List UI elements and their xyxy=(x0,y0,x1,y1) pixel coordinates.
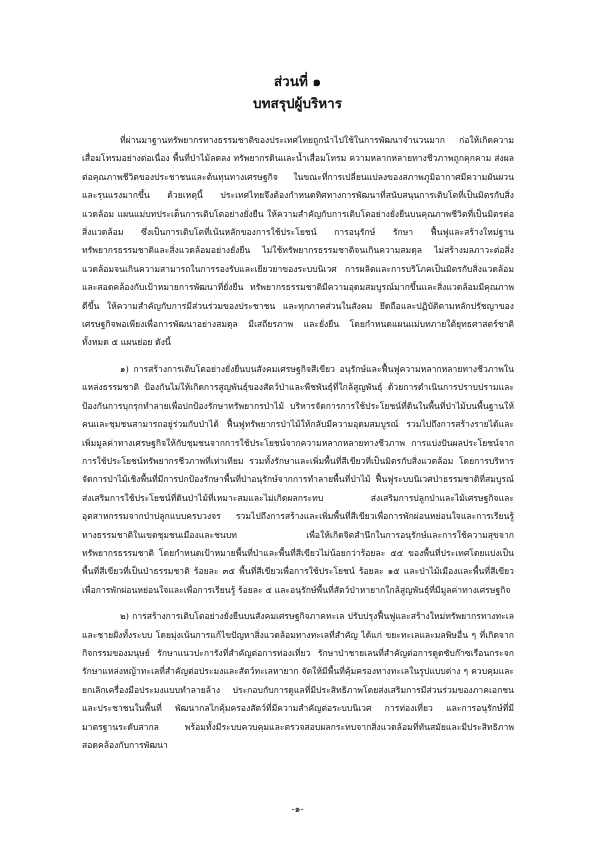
body-text xyxy=(82,132,514,755)
section-title: บทสรุปผู้บริหาร xyxy=(253,96,342,112)
paragraph-intro: ที่ผ่านมาฐานทรัพยากรทางธรรมชาติของประเทศไทยถูกนำไปใช้ในการพัฒนาจำนวนมาก ก่อให้เกิดความเสื่อมโทรมอย่างต่อเนื่อง พื้นที่ป่าไม้ลดลง ทรัพยากรดินและน้ำเสื่อมโทรม ความหลากหลายทางชีวภาพถูกคุกคาม ส่งผลต่อคุณภาพชีวิตของประชาชนและต้นทุนทางเศรษฐกิจ ในขณะที่การเปลี่ยนแปลงของสภาพภูมิอากาศมีความผันผวนและรุนแรงมากขึ้น ด้วยเหตุนี้ ประเทศไทยจึงต้องกำหนดทิศทางการพัฒนาที่สนับสนุนการเติบโตที่เป็นมิตรกับสิ่งแวดล้อม แผนแม่บทประเด็นการเติบโตอย่างยั่งยืน ให้ความสำคัญกับการเติบโตอย่างยั่งยืนบนคุณภาพชีวิตที่เป็นมิตรต่อสิ่งแวดล้อม ซึ่งเป็นการเติบโตที่เน้นหลักของการใช้ประโยชน์ การอนุรักษ์ รักษา ฟื้นฟูและสร้างใหม่ฐานทรัพยากรธรรมชาติและสิ่งแวดล้อมอย่างยั่งยืน ไม่ใช้ทรัพยากรธรรมชาติจนเกินความสมดุล ไม่สร้างมลภาวะต่อสิ่งแวดล้อมจนเกินความสามารถในการรองรับและเยียวยาของระบบนิเวศ การผลิตและการบริโภคเป็นมิตรกับสิ่งแวดล้อม และสอดคล้องกับเป้าหมายการพัฒนาที่ยั่งยืน ทรัพยากรธรรมชาติมีความอุดมสมบูรณ์มากขึ้นและสิ่งแวดล้อมมีคุณภาพดีขึ้น ให้ความสำคัญกับการมีส่วนร่วมของประชาชน และทุกภาคส่วนในสังคม ยึดถือและปฏิบัติตามหลักปรัชญาของเศรษฐกิจพอเพียงเพื่อการพัฒนาอย่างสมดุล มีเสถียรภาพ และยั่งยืน โดยกำหนดแผนแม่บทภายใต้ยุทธศาสตร์ชาติ ทั้งหมด ๕ แผนย่อย ดังนี้ xyxy=(82,136,514,349)
paragraph-marine-growth: ๒) การสร้างการเติบโตอย่างยั่งยืนบนสังคมเศรษฐกิจภาคทะเล ปรับปรุงฟื้นฟูและสร้างใหม่ทรัพยากรทางทะเลและชายฝั่งทั้งระบบ โดยมุ่งเน้นการแก้ไขปัญหาสิ่งแวดล้อมทางทะเลที่สำคัญ ได้แก่ ขยะทะเลและมลพิษอื่น ๆ ที่เกิดจากกิจกรรมของมนุษย์ รักษาแนวปะการังที่สำคัญต่อการท่องเที่ยว รักษาป่าชายเลนที่สำคัญต่อการดูดซับก๊าซเรือนกระจก รักษาแหล่งหญ้าทะเลที่สำคัญต่อประมงและสัตว์ทะเลหายาก จัดให้มีพื้นที่คุ้มครองทางทะเลในรูปแบบต่าง ๆ ควบคุมและยกเลิกเครื่องมือประมงแบบทำลายล้าง ประกอบกับการดูแลที่มีประสิทธิภาพโดยส่งเสริมการมีส่วนร่วมของภาคเอกชนและประชาชนในพื้นที่ พัฒนากลไกคุ้มครองสัตว์ที่มีความสำคัญต่อระบบนิเวศ การท่องเที่ยว และการอนุรักษ์ที่มีมาตรฐานระดับสากล พร้อมทั้งมีระบบควบคุมและตรวจสอบผลกระทบจากสิ่งแวดล้อมที่ทันสมัยและมีประสิทธิภาพ สอดคล้องกับการพัฒนา xyxy=(82,612,514,751)
page-number: -๑- xyxy=(291,805,304,815)
paragraph-green-growth: ๑) การสร้างการเติบโตอย่างยั่งยืนบนสังคมเศรษฐกิจสีเขียว อนุรักษ์และฟื้นฟูความหลากหลายทางชีวภาพในแหล่งธรรมชาติ ป้องกันไม่ให้เกิดการสูญพันธุ์ของสัตว์ป่าและพืชพันธุ์ที่ใกล้สูญพันธุ์ ด้วยการดำเนินการปราบปรามและป้องกันการบุกรุกทำลายเพื่อปกป้องรักษาทรัพยากรป่าไม้ บริหารจัดการการใช้ประโยชน์ที่ดินในพื้นที่ป่าไม้บนพื้นฐานให้คนและชุมชนสามารถอยู่ร่วมกับป่าได้ ฟื้นฟูทรัพยากรป่าไม้ให้กลับมีความอุดมสมบูรณ์ รวมไปถึงการสร้างรายได้และเพิ่มมูลค่าทางเศรษฐกิจให้กับชุมชนจากการใช้ประโยชน์จากความหลากหลายทางชีวภาพ การแบ่งปันผลประโยชน์จากการใช้ประโยชน์ทรัพยากรชีวภาพที่เท่าเทียม รวมทั้งรักษาและเพิ่มพื้นที่สีเขียวที่เป็นมิตรกับสิ่งแวดล้อม โดยการบริหารจัดการป่าไม้เชิงพื้นที่มีการปกป้องรักษาพื้นที่ป่าอนุรักษ์จากการทำลายพื้นที่ป่าไม้ ฟื้นฟูระบบนิเวศป่าธรรมชาติที่สมบูรณ์ ส่งเสริมการใช้ประโยชน์ที่ดินป่าไม้ที่เหมาะสมและไม่เกิดผลกระทบ ส่งเสริมการปลูกป่าและไม้เศรษฐกิจและอุตสาหกรรมจากป่าปลูกแบบครบวงจร รวมไปถึงการสร้างและเพิ่มพื้นที่สีเขียวเพื่อการพักผ่อนหย่อนใจและการเรียนรู้ทางธรรมชาติในเขตชุมชนเมืองและชนบท เพื่อให้เกิดจิตสำนึกในการอนุรักษ์และการใช้ความสุขจากทรัพยากรธรรมชาติ โดยกำหนดเป้าหมายพื้นที่ป่าและพื้นที่สีเขียวไม่น้อยกว่าร้อยละ ๕๕ ของพื้นที่ประเทศโดยแบ่งเป็นพื้นที่สีเขียวที่เป็นป่าธรรมชาติ ร้อยละ ๓๕ พื้นที่สีเขียวเพื่อการใช้ประโยชน์ ร้อยละ ๑๕ และป่าไม้เมืองและพื้นที่สีเขียวเพื่อการพักผ่อนหย่อนใจและเพื่อการเรียนรู้ ร้อยละ ๕ และอนุรักษ์พื้นที่สัตว์ป่าหายากใกล้สูญพันธุ์ที่มีมูลค่าทางเศรษฐกิจ xyxy=(82,364,514,596)
section-label: ส่วนที่ ๑ xyxy=(273,74,322,90)
